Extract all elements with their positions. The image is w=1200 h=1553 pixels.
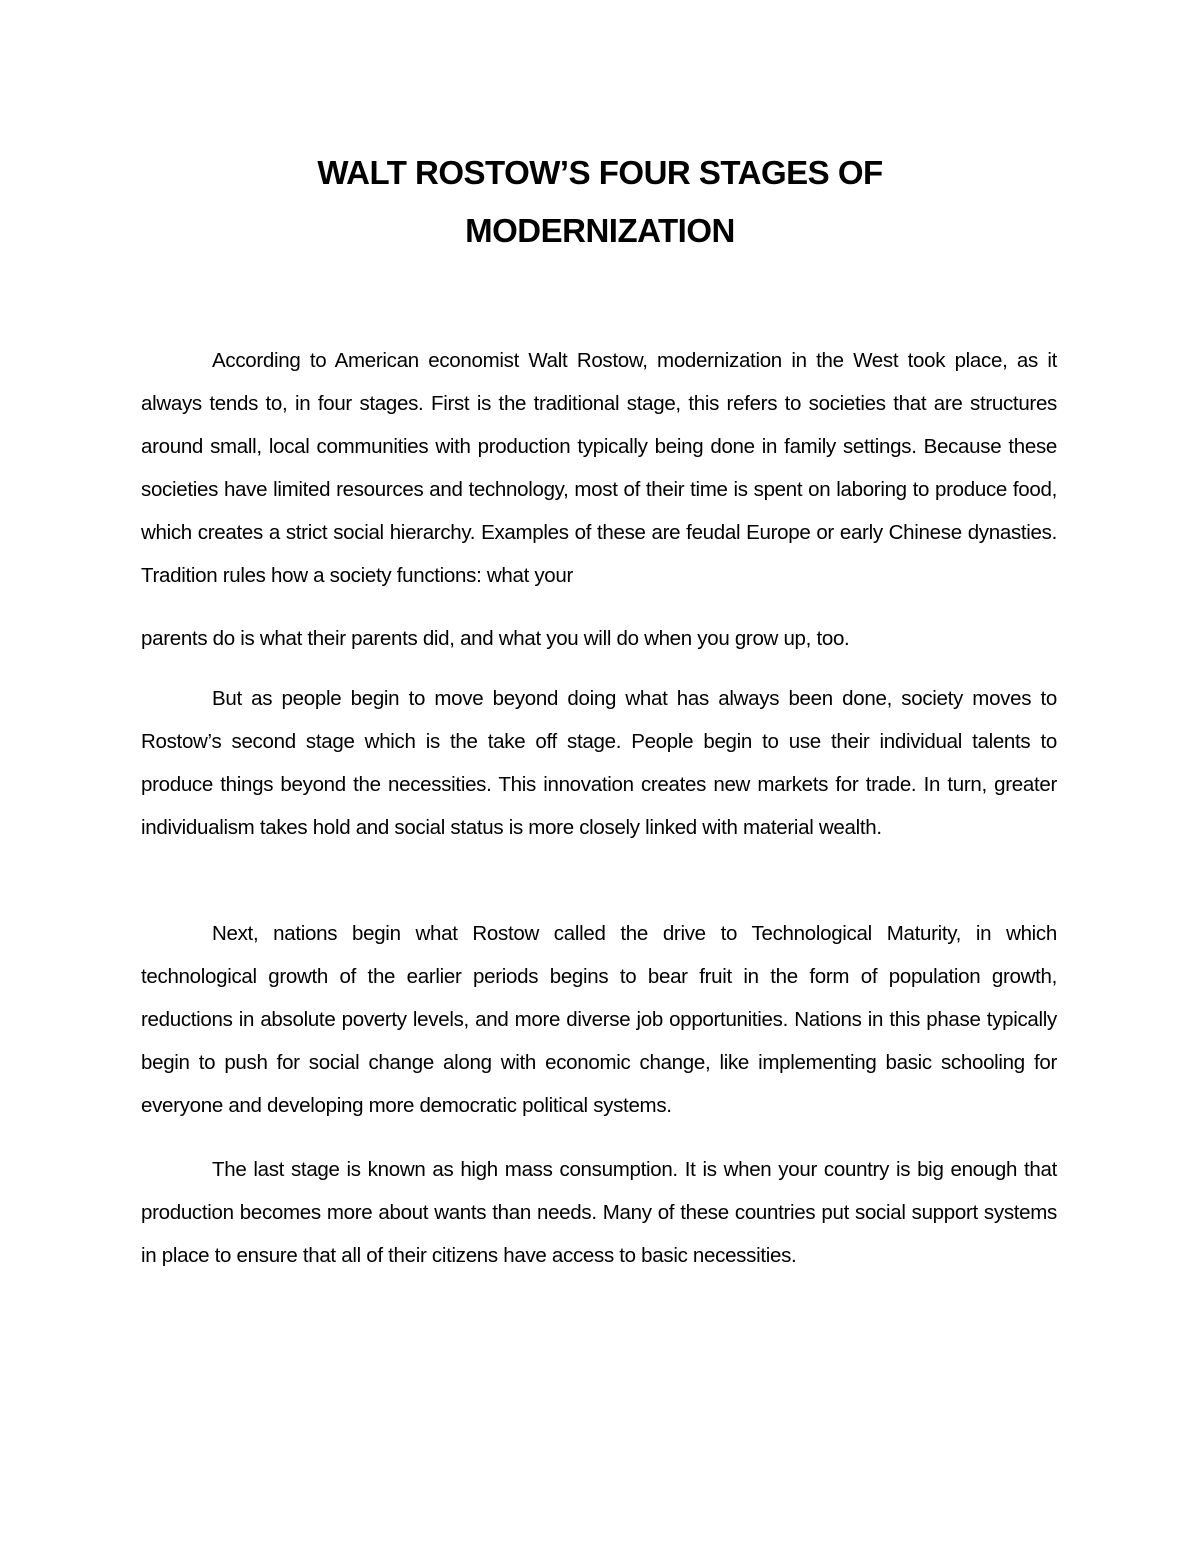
document-title-line-2: MODERNIZATION <box>465 212 735 249</box>
paragraph-4: The last stage is known as high mass consumption. It is when your country is big enough that production becomes more about wants than needs. Many of these countries put social support systems in place to ensure that all of their citizens have access to basic necessities. <box>141 1158 1057 1267</box>
document-title-line-1: WALT ROSTOW’S FOUR STAGES OF <box>317 154 883 191</box>
paragraph-2: But as people begin to move beyond doing what has always been done, society moves to Rostow’s second stage which is the take off stage. People begin to use their individual talents to produce things beyond the necessities. This innovation creates new markets for trade. In turn, greater individualism takes hold and social status is more closely linked with material wealth. <box>141 687 1057 839</box>
paragraph-1: According to American economist Walt Rostow, modernization in the West took place, as it always tends to, in four stages. First is the traditional stage, this refers to societies that are structures around small, local communities with production typically being done in family settings. Because these societies have limited resources and technology, most of their time is spent on laboring to produce food, which creates a strict social hierarchy. Examples of these are feudal Europe or early Chinese dynasties. Tradition rules how a society functions: what your <box>141 349 1057 587</box>
paragraph-3: Next, nations begin what Rostow called the drive to Technological Maturity, in which technological growth of the earlier periods begins to bear fruit in the form of population growth, reductions in absolute poverty levels, and more diverse job opportunities. Nations in this phase typically begin to push for social change along with economic change, like implementing basic schooling for everyone and developing more democratic political systems. <box>141 922 1057 1117</box>
paragraph-1-continued: parents do is what their parents did, and what you will do when you grow up, too. <box>141 627 850 650</box>
